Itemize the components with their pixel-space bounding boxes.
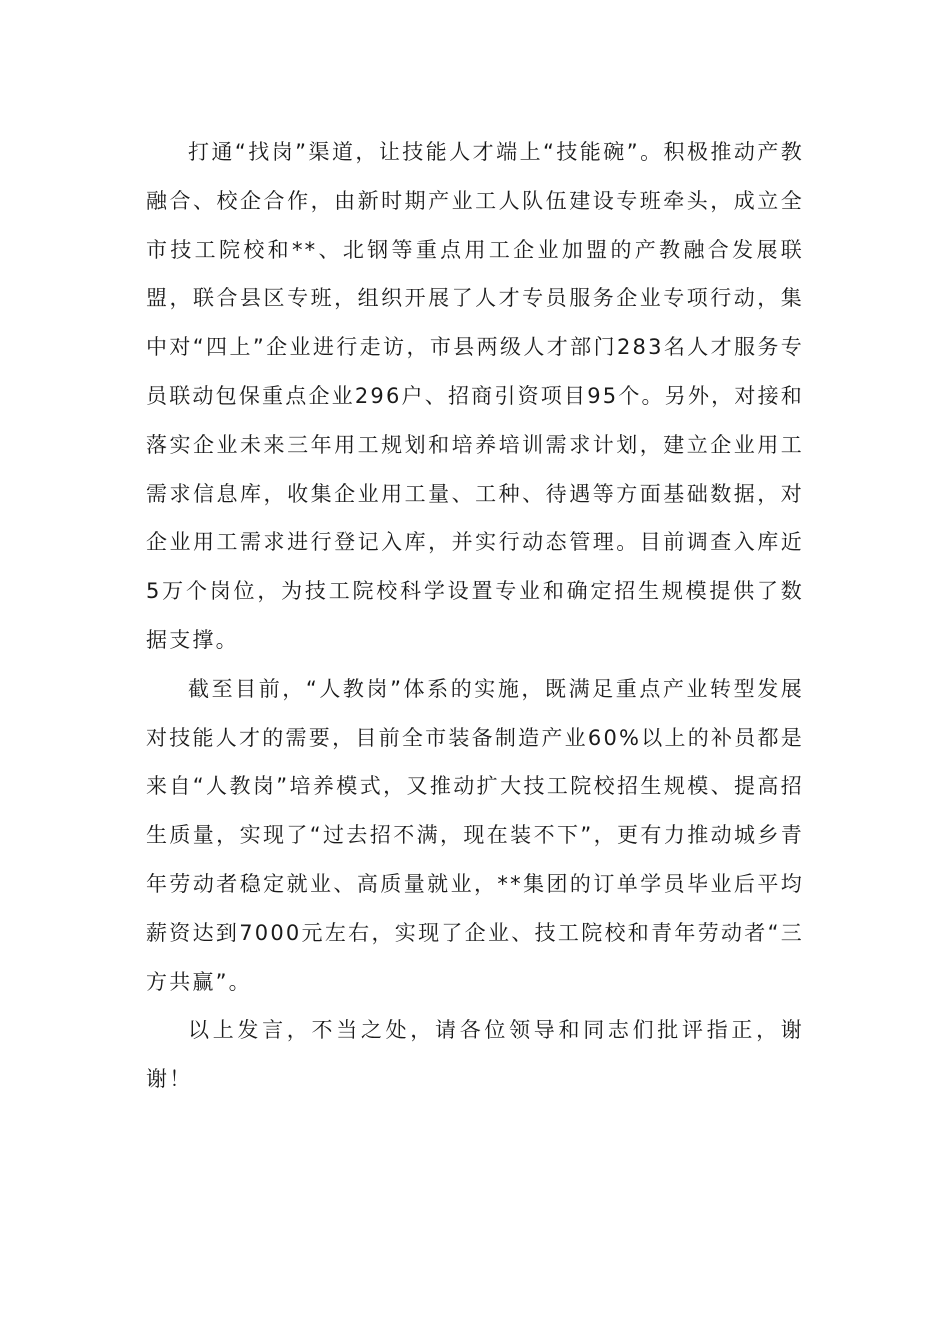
paragraph-results: 截至目前，“人教岗”体系的实施，既满足重点产业转型发展对技能人才的需要，目前全市装备制造产业60%以上的补员都是来自“人教岗”培养模式，又推动扩大技工院校招生规模、提高招生质量，实现了“过去招不满，现在装不下”，更有力推动城乡青年劳动者稳定就业、高质量就业，**集团的订单学员毕业后平均薪资达到7000元左右，实现了企业、技工院校和青年劳动者“三方共赢”。 <box>146 676 804 994</box>
paragraph-job-channel: 打通“找岗”渠道，让技能人才端上“技能碗”。积极推动产教融合、校企合作，由新时期产业工人队伍建设专班牵头，成立全市技工院校和**、北钢等重点用工企业加盟的产教融合发展联盟，联合县区专班，组织开展了人才专员服务企业专项行动，集中对“四上”企业进行走访，市县两级人才部门283名人才服务专员联动包保重点企业296户、招商引资项目95个。另外，对接和落实企业未来三年用工规划和培养培训需求计划，建立企业用工需求信息库，收集企业用工量、工种、待遇等方面基础数据，对企业用工需求进行登记入库，并实行动态管理。目前调查入库近5万个岗位，为技工院校科学设置专业和确定招生规模提供了数据支撑。 <box>146 140 804 652</box>
paragraph-closing: 以上发言，不当之处，请各位领导和同志们批评指正，谢谢！ <box>146 1018 804 1092</box>
document-body <box>146 128 804 1104</box>
